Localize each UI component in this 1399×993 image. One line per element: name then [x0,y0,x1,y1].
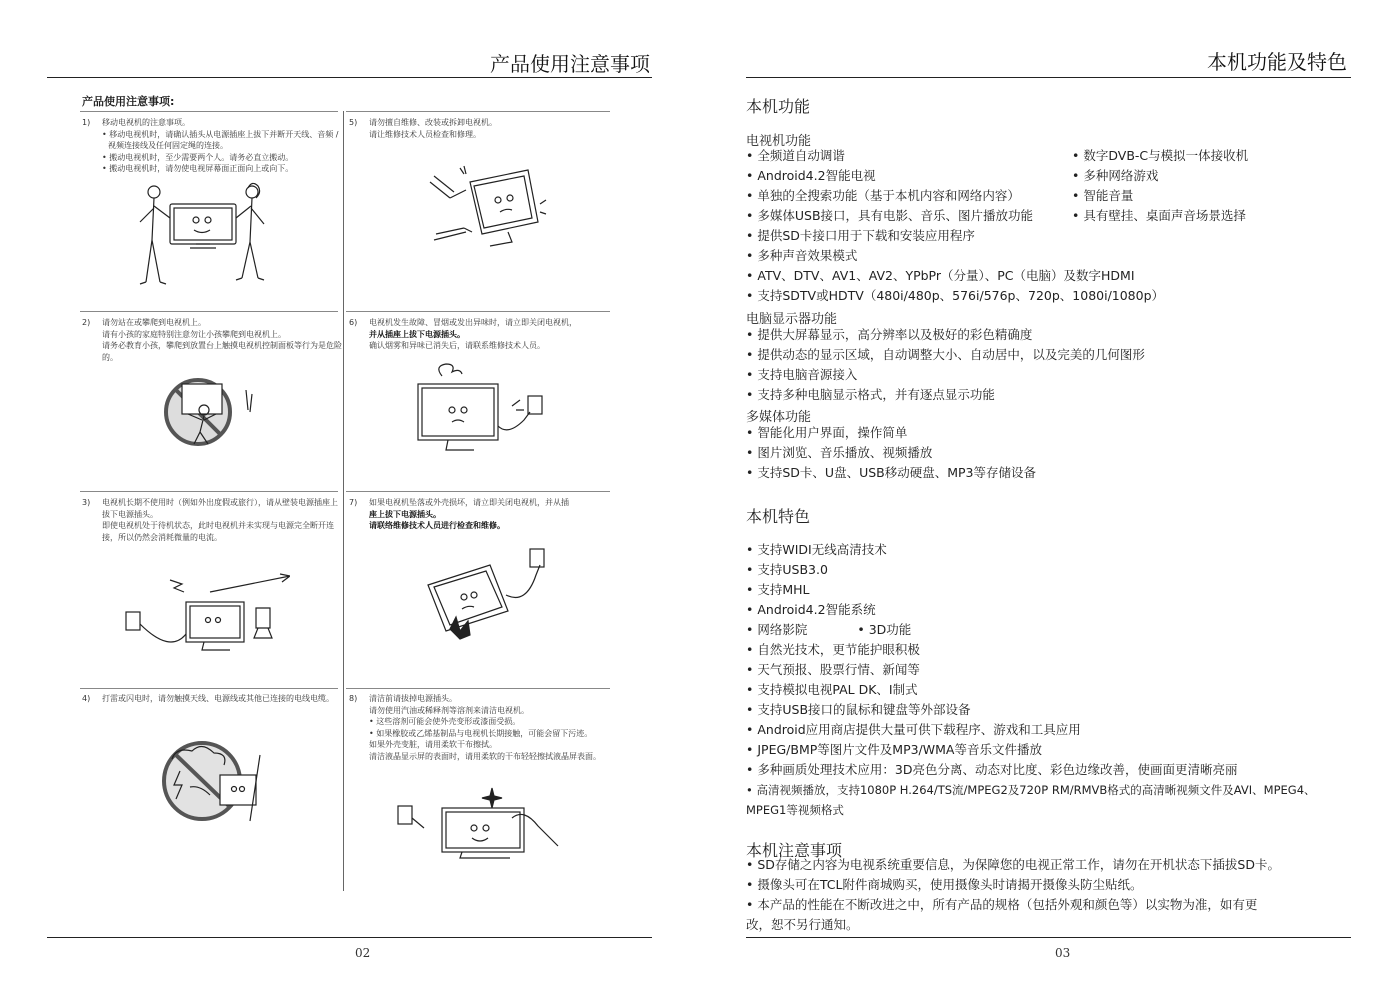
left-page-header: 产品使用注意事项 [490,52,650,76]
list-item: • Android应用商店提供大量可供下载程序、游戏和工具应用 [746,720,1316,740]
note-number: 7) [349,498,358,507]
features-list [746,540,1316,800]
list-item: • 提供SD卡接口用于下载和安装应用程序 [746,226,1164,246]
note-number: 4) [82,694,91,703]
feature-3d: 3D功能 [868,622,912,637]
list-item: • 网络影院 • 3D功能 [746,620,1316,640]
note-number: 5) [349,118,358,127]
list-item: • 摄像头可在TCL附件商城购买，使用摄像头时请揭开摄像头防尘贴纸。 [746,875,1280,895]
note-line: 请勿站在或攀爬到电视机上。 [102,318,206,327]
note-line: 即使电视机处于待机状态，此时电视机并未实现与电源完全断开连接，所以仍然会消耗微量的电流。 [102,521,334,542]
cleaning-tv-cloth-illustration [392,782,562,862]
note-line: 请勿使用汽油或稀释剂等溶剂来清洁电视机。 [369,705,529,715]
left-header-rule [47,77,652,78]
unplugged-tv-vacation-illustration [120,572,290,657]
column-divider [343,111,344,891]
repair-tools-tv-illustration [420,162,550,247]
two-people-carrying-tv-illustration [130,182,280,294]
feature-hd-continuation: MPEG1等视频格式 [746,803,844,817]
note-bullet: • 移动电视机时，请确认插头从电源插座上拔下并断开天线、音频 / 视频连接线及任何固定绳的连接。 [102,129,342,152]
tv-functions-list-right [1072,146,1248,226]
list-item: • 自然光技术，更节能护眼积极 [746,640,1316,660]
list-item: • 高清视频播放，支持1080P H.264/TS流/MPEG2及720P RM/RMVB格式的高清晰视频文件及AVI、MPEG4、 [746,780,1316,800]
list-item: • 单独的全搜索功能（基于本机内容和网络内容） [746,186,1164,206]
list-item: • Android4.2智能系统 [746,600,1316,620]
note-number: 8) [349,694,358,703]
note-line: 确认烟雾和异味已消失后，请联系维修技术人员。 [369,341,545,350]
note-3-continuation: 改，恕不另行通知。 [746,917,859,932]
note-4 [82,693,342,705]
list-item: • 支持USB接口的鼠标和键盘等外部设备 [746,700,1316,720]
list-item: • 支持模拟电视PAL DK、I制式 [746,680,1316,700]
features-title: 本机特色 [746,507,811,526]
list-item: • 支持多种电脑显示格式，并有逐点显示功能 [746,385,1145,405]
lightning-do-not-touch-prohibited-illustration [150,735,270,825]
list-item: • 智能化用户界面，操作简单 [746,423,1036,443]
right-page-number: 03 [1055,946,1071,960]
list-item: • 多种画质处理技术应用：3D亮色分离、动态对比度、彩色边缘改善，使画面更清晰亮丽 [746,760,1316,780]
list-item: • 多种网络游戏 [1072,166,1248,186]
note-line: 请务必教育小孩，攀爬到放置台上触摸电视机控制面板等行为是危险的。 [102,341,342,362]
section-rule [80,688,338,689]
list-item: • 提供大屏幕显示，高分辨率以及极好的彩色精确度 [746,325,1145,345]
list-item: • 支持WIDI无线高清技术 [746,540,1316,560]
list-item: • 具有壁挂、桌面声音场景选择 [1072,206,1248,226]
media-functions-list [746,423,1036,483]
section-rule [80,311,338,312]
note-2 [82,317,342,363]
section-rule [346,688,610,689]
list-item: • JPEG/BMP等图片文件及MP3/WMA等音乐文件播放 [746,740,1316,760]
list-item: • 智能音量 [1072,186,1248,206]
note-7 [349,497,613,532]
note-6 [349,317,613,352]
note-line: 电视机发生故障、冒烟或发出异味时，请立即关闭电视机， [369,318,577,327]
section-rule [80,491,338,492]
note-line: 清洁液晶显示屏的表面时，请用柔软的干布轻轻擦拭液晶屏表面。 [369,751,601,761]
note-line: 请让维修技术人员检查和修理。 [369,129,481,139]
child-climbing-tv-prohibited-illustration [160,370,260,455]
list-item: • 多媒体USB接口，具有电影、音乐、图片播放功能 [746,206,1164,226]
right-header-rule [746,77,1351,78]
list-item: • 天气预报、股票行情、新闻等 [746,660,1316,680]
note-line: 如果电视机坠落或外壳损坏，请立即关闭电视机，并从插 [369,498,569,507]
note-bold-line: 座上拔下电源插头。 [369,509,441,519]
notes-title: 本机注意事项 [746,841,843,860]
note-bullet: • 如果橡胶或乙烯基制品与电视机长期接触，可能会留下污迹。 [369,728,613,740]
list-item: • 支持SD卡、U盘、USB移动硬盘、MP3等存储设备 [746,463,1036,483]
tv-functions-title: 电视机功能 [746,134,812,149]
notes-list [746,855,1280,915]
note-line: 打雷或闪电时，请勿触摸天线、电源线或其他已连接的电线电缆。 [102,694,334,703]
functions-title: 本机功能 [746,97,811,116]
list-item: • 支持MHL [746,580,1316,600]
list-item: • 支持SDTV或HDTV（480i/480p、576i/576p、720p、1080i/1080p） [746,286,1164,306]
note-number: 1) [82,118,91,127]
note-bold-line: 请联络维修技术人员进行检查和维修。 [369,521,505,530]
list-item: • 提供动态的显示区域，自动调整大小、自动居中，以及完美的几何图形 [746,345,1145,365]
smoking-tv-unplug-illustration [412,362,552,457]
note-line: 请有小孩的家庭特别注意勿让小孩攀爬到电视机上。 [102,329,286,339]
right-footer-rule [746,937,1351,938]
note-line: 移动电视机的注意事项。 [102,118,190,127]
list-item: • ATV、DTV、AV1、AV2、YPbPr（分量）、PC（电脑）及数字HDMI [746,266,1164,286]
left-page-number: 02 [355,946,371,960]
media-functions-title: 多媒体功能 [746,410,812,425]
section-rule [80,111,338,112]
list-item: • 图片浏览、音乐播放、视频播放 [746,443,1036,463]
feature-net-cinema: 网络影院 [757,622,808,637]
list-item: • 全频道自动调谐 [746,146,1164,166]
note-line: 清洁前请拔掉电源插头。 [369,694,457,703]
note-number: 2) [82,318,91,327]
pc-functions-list [746,325,1145,405]
note-line: 如果外壳变脏，请用柔软干布擦拭。 [369,740,497,749]
note-bullet: • 搬动电视机时，至少需要两个人。请务必直立搬动。 [102,152,342,164]
left-page-subtitle: 产品使用注意事项: [82,95,175,108]
note-number: 6) [349,318,358,327]
section-rule [346,111,610,112]
list-item [746,895,1280,915]
pc-functions-title: 电脑显示器功能 [746,312,838,327]
note-bullet: • 搬动电视机时，请勿使电视屏幕面正面向上或向下。 [102,163,342,175]
list-item: • 多种声音效果模式 [746,246,1164,266]
right-page-header: 本机功能及特色 [1207,50,1347,74]
note-1 [82,117,342,175]
note-8 [349,693,613,762]
note-line: 请勿擅自维修、改装或拆卸电视机。 [369,118,497,127]
section-rule [346,491,610,492]
note-5 [349,117,611,140]
note-3-line: 本产品的性能在不断改进之中，所有产品的规格（包括外观和颜色等）以实物为准，如有更 [757,897,1258,912]
list-item: • SD存储之内容为电视系统重要信息，为保障您的电视正常工作，请勿在开机状态下插拔SD卡。 [746,855,1280,875]
list-item: • 支持电脑音源接入 [746,365,1145,385]
fallen-tv-damaged-illustration [420,545,550,640]
list-item: • 数字DVB-C与模拟一体接收机 [1072,146,1248,166]
note-bold-line: 并从插座上拔下电源插头。 [369,329,465,339]
note-line: 电视机长期不使用时（例如外出度假或旅行），请从壁装电源插座上拔下电源插头。 [102,498,338,519]
list-item: • 支持USB3.0 [746,560,1316,580]
list-item: • Android4.2智能电视 [746,166,1164,186]
left-footer-rule [47,937,652,938]
note-bullet: • 这些溶剂可能会使外壳变形或漆面受损。 [369,716,613,728]
note-number: 3) [82,498,91,507]
note-3 [82,497,342,543]
section-rule [346,311,610,312]
